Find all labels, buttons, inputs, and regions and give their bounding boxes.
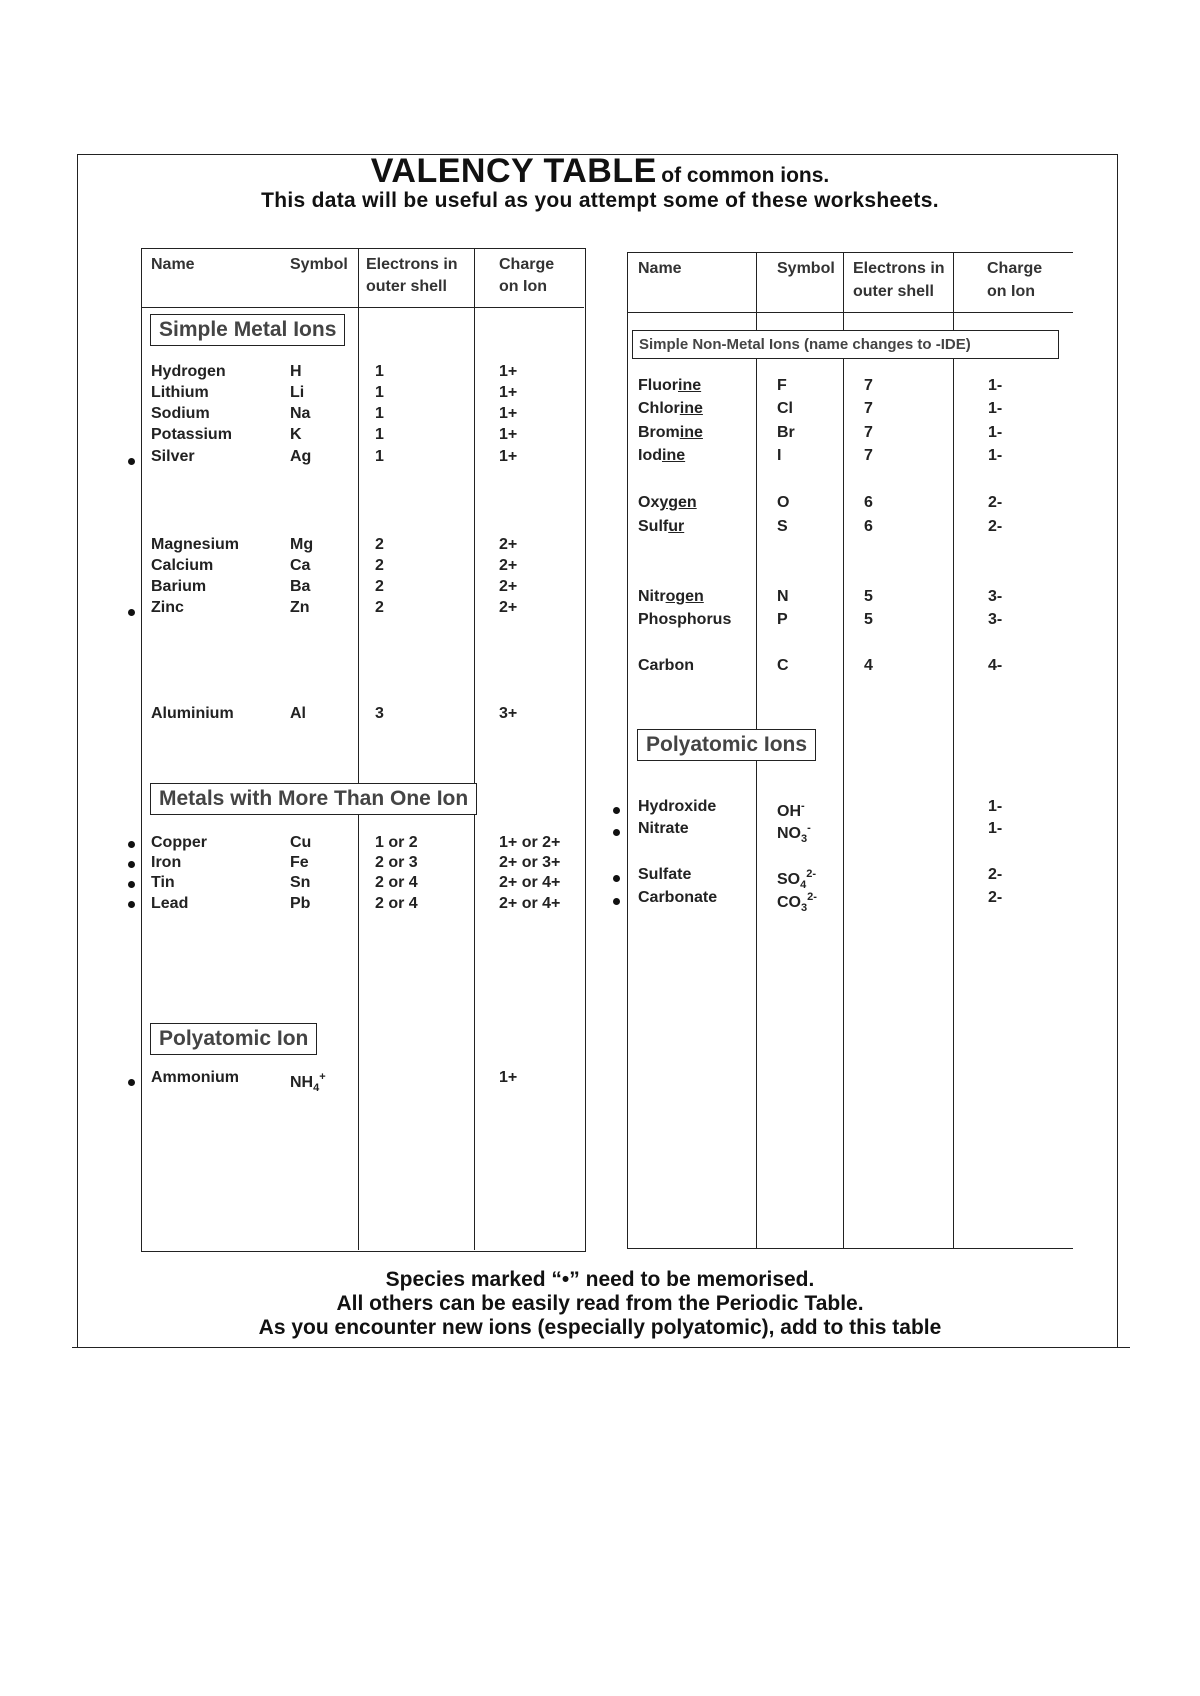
ion-symbol: S [777,518,788,535]
left-divider-1 [358,248,359,1250]
section-simple-metal-ions: Simple Metal Ions [150,314,345,346]
left-header-charge-2: on Ion [499,278,547,295]
right-table-top [627,252,1073,253]
ion-symbol: Cl [777,400,793,417]
symbol-base: NO [777,825,801,842]
ion-symbol: Cu [290,834,312,851]
ion-name: Hydroxide [638,798,717,815]
right-table-left [627,252,628,1248]
ion-charge: 1+ [499,384,518,401]
ion-name: Aluminium [151,705,234,722]
title-main: VALENCY TABLE [370,152,657,190]
ion-symbol: Fe [290,854,309,871]
section-simple-non-metal-ions: Simple Non-Metal Ions (name changes to -IDE) [632,330,1059,359]
ion-electrons: 2 [375,599,384,616]
name-stem: Nitr [638,588,666,605]
memorise-bullet [128,881,135,888]
ion-electrons: 6 [864,518,873,535]
ion-charge: 1+ [499,1069,518,1086]
ion-electrons: 1 [375,384,384,401]
ion-symbol [777,887,817,919]
ion-charge: 2+ or 4+ [499,895,561,912]
ion-electrons: 2 [375,578,384,595]
memorise-bullet [128,861,135,868]
ion-name: Ammonium [151,1069,239,1086]
ion-symbol: Mg [290,536,314,553]
symbol-superscript: 2- [806,868,817,880]
memorise-bullet [613,898,620,905]
name-suffix: ygen [659,494,697,511]
ion-charge: 2- [988,518,1003,535]
symbol-superscript: - [807,822,811,834]
symbol-base: NH [290,1074,314,1091]
name-suffix: ine [678,377,702,394]
ion-electrons: 2 or 3 [375,854,418,871]
ion-name: Iron [151,854,182,871]
memorise-bullet [128,841,135,848]
ion-charge: 2- [988,889,1003,906]
ion-name: Lead [151,895,189,912]
ion-charge: 2+ [499,536,518,553]
right-header-charge-1: Charge [987,260,1043,277]
right-header-symbol: Symbol [777,260,835,277]
ion-name: Barium [151,578,207,595]
ion-symbol: Li [290,384,305,401]
ion-electrons: 2 or 4 [375,874,418,891]
name-stem: Sulf [638,518,669,535]
ion-name: Tin [151,874,175,891]
memorise-bullet [128,458,135,465]
left-header-symbol: Symbol [290,256,348,273]
footer-line-1-start: Species marked “ [385,1268,562,1291]
ion-symbol: Sn [290,874,311,891]
ion-electrons: 5 [864,588,873,605]
page-frame-bottom [72,1347,1130,1348]
ion-charge: 1+ [499,405,518,422]
ion-electrons: 3 [375,705,384,722]
ion-name [638,445,685,466]
ion-charge: 2+ or 4+ [499,874,561,891]
ion-name [638,422,703,443]
symbol-base: OH [777,803,801,820]
ion-charge: 4- [988,657,1003,674]
ion-charge: 2+ [499,557,518,574]
memorise-marker: • [561,1268,570,1291]
ion-name: Lithium [151,384,209,401]
ion-symbol: Pb [290,895,311,912]
ion-symbol: Na [290,405,311,422]
ion-name: Nitrate [638,820,689,837]
ion-electrons: 1 [375,448,384,465]
right-header-charge-2: on Ion [987,283,1035,300]
ion-electrons: 2 [375,536,384,553]
ion-symbol [777,818,811,850]
ion-charge: 1- [988,447,1003,464]
title-suffix: of common ions. [661,164,830,187]
ion-name: Copper [151,834,207,851]
memorise-bullet [128,901,135,908]
section-metals-more-than-one-ion: Metals with More Than One Ion [150,783,477,815]
left-divider-2 [474,248,475,1250]
name-stem: Fluor [638,377,678,394]
ion-charge: 3+ [499,705,518,722]
name-stem: Chlor [638,400,680,417]
ion-name [638,516,684,537]
ion-symbol: N [777,588,789,605]
footer-line-3: As you encounter new ions (especially polyatomic), add to this table [258,1316,942,1339]
name-suffix: ine [679,424,703,441]
ion-electrons: 1 [375,426,384,443]
left-header-line [141,307,584,308]
ion-name [638,375,701,396]
left-header-electrons-1: Electrons in [366,256,458,273]
ion-symbol: H [290,363,302,380]
ion-electrons: 6 [864,494,873,511]
right-header-line [627,312,1073,313]
section-polyatomic-ion: Polyatomic Ion [150,1023,317,1055]
ion-symbol: Zn [290,599,310,616]
ion-name [638,492,697,513]
name-stem: Iod [638,447,662,464]
name-suffix: ine [662,447,686,464]
memorise-bullet [613,807,620,814]
ion-name [638,398,703,419]
ion-charge: 1+ or 2+ [499,834,561,851]
symbol-subscript: 4 [800,879,807,891]
ion-name: Carbon [638,657,694,674]
footer-line-2: All others can be easily read from the Periodic Table. [336,1292,864,1315]
name-stem: Ox [638,494,660,511]
ion-electrons: 7 [864,424,873,441]
left-header-electrons-2: outer shell [366,278,447,295]
ion-symbol: Al [290,705,306,722]
name-stem: Brom [638,424,680,441]
ion-charge: 1+ [499,363,518,380]
ion-charge: 2+ [499,599,518,616]
ion-electrons: 2 or 4 [375,895,418,912]
symbol-superscript: + [319,1071,326,1083]
ion-name: Hydrogen [151,363,226,380]
right-header-name: Name [638,260,682,277]
ion-charge: 2+ [499,578,518,595]
symbol-base: CO [777,894,801,911]
ion-charge: 1- [988,798,1003,815]
footer-line-1-end: ” need to be memorised. [569,1268,815,1291]
ion-name: Phosphorus [638,611,732,628]
ion-charge: 1- [988,400,1003,417]
ion-charge: 1- [988,820,1003,837]
ion-name: Sulfate [638,866,692,883]
ion-name: Calcium [151,557,214,574]
memorise-bullet [128,609,135,616]
ion-charge: 1+ [499,426,518,443]
left-header-name: Name [151,256,195,273]
ion-name: Potassium [151,426,232,443]
name-suffix: ur [668,518,685,535]
name-suffix: ine [679,400,703,417]
ion-electrons: 1 [375,405,384,422]
ion-electrons: 5 [864,611,873,628]
symbol-base: SO [777,871,801,888]
symbol-subscript: 3 [801,902,808,914]
ion-electrons: 7 [864,400,873,417]
name-suffix: ogen [665,588,704,605]
ion-charge: 1- [988,377,1003,394]
ion-charge: 1+ [499,448,518,465]
ion-charge: 1- [988,424,1003,441]
page-title [0,152,1200,191]
ion-name [638,586,704,607]
ion-symbol: Ba [290,578,311,595]
page-subtitle: This data will be useful as you attempt some of these worksheets. [261,189,939,212]
symbol-superscript: 2- [807,891,817,903]
ion-symbol: K [290,426,302,443]
ion-symbol: O [777,494,790,511]
symbol-superscript: - [801,800,805,812]
ion-name: Carbonate [638,889,718,906]
ion-charge: 3- [988,611,1003,628]
ion-charge: 2- [988,866,1003,883]
right-divider-2 [843,252,844,1248]
ion-electrons: 7 [864,377,873,394]
ion-symbol: F [777,377,787,394]
ion-symbol: I [777,447,782,464]
right-header-electrons-2: outer shell [853,283,934,300]
ion-electrons: 1 or 2 [375,834,418,851]
memorise-bullet [613,875,620,882]
ion-electrons: 2 [375,557,384,574]
ion-charge: 3- [988,588,1003,605]
ion-name: Sodium [151,405,210,422]
ion-name: Magnesium [151,536,240,553]
right-table-bottom [627,1248,1073,1249]
symbol-subscript: 4 [313,1082,320,1094]
ion-electrons: 7 [864,447,873,464]
ion-charge: 2- [988,494,1003,511]
ion-symbol [290,1067,326,1099]
right-header-electrons-1: Electrons in [853,260,945,277]
ion-symbol: C [777,657,789,674]
memorise-bullet [128,1079,135,1086]
ion-symbol: P [777,611,788,628]
symbol-subscript: 3 [801,833,808,845]
ion-symbol: Ca [290,557,311,574]
memorise-bullet [613,829,620,836]
ion-name: Silver [151,448,195,465]
right-divider-3 [953,252,954,1248]
ion-electrons: 4 [864,657,873,674]
ion-name: Zinc [151,599,184,616]
section-polyatomic-ions: Polyatomic Ions [637,729,816,761]
left-header-charge-1: Charge [499,256,555,273]
ion-symbol: Br [777,424,795,441]
ion-symbol: Ag [290,448,312,465]
ion-electrons: 1 [375,363,384,380]
ion-charge: 2+ or 3+ [499,854,561,871]
footer-line-1 [0,1268,1200,1292]
